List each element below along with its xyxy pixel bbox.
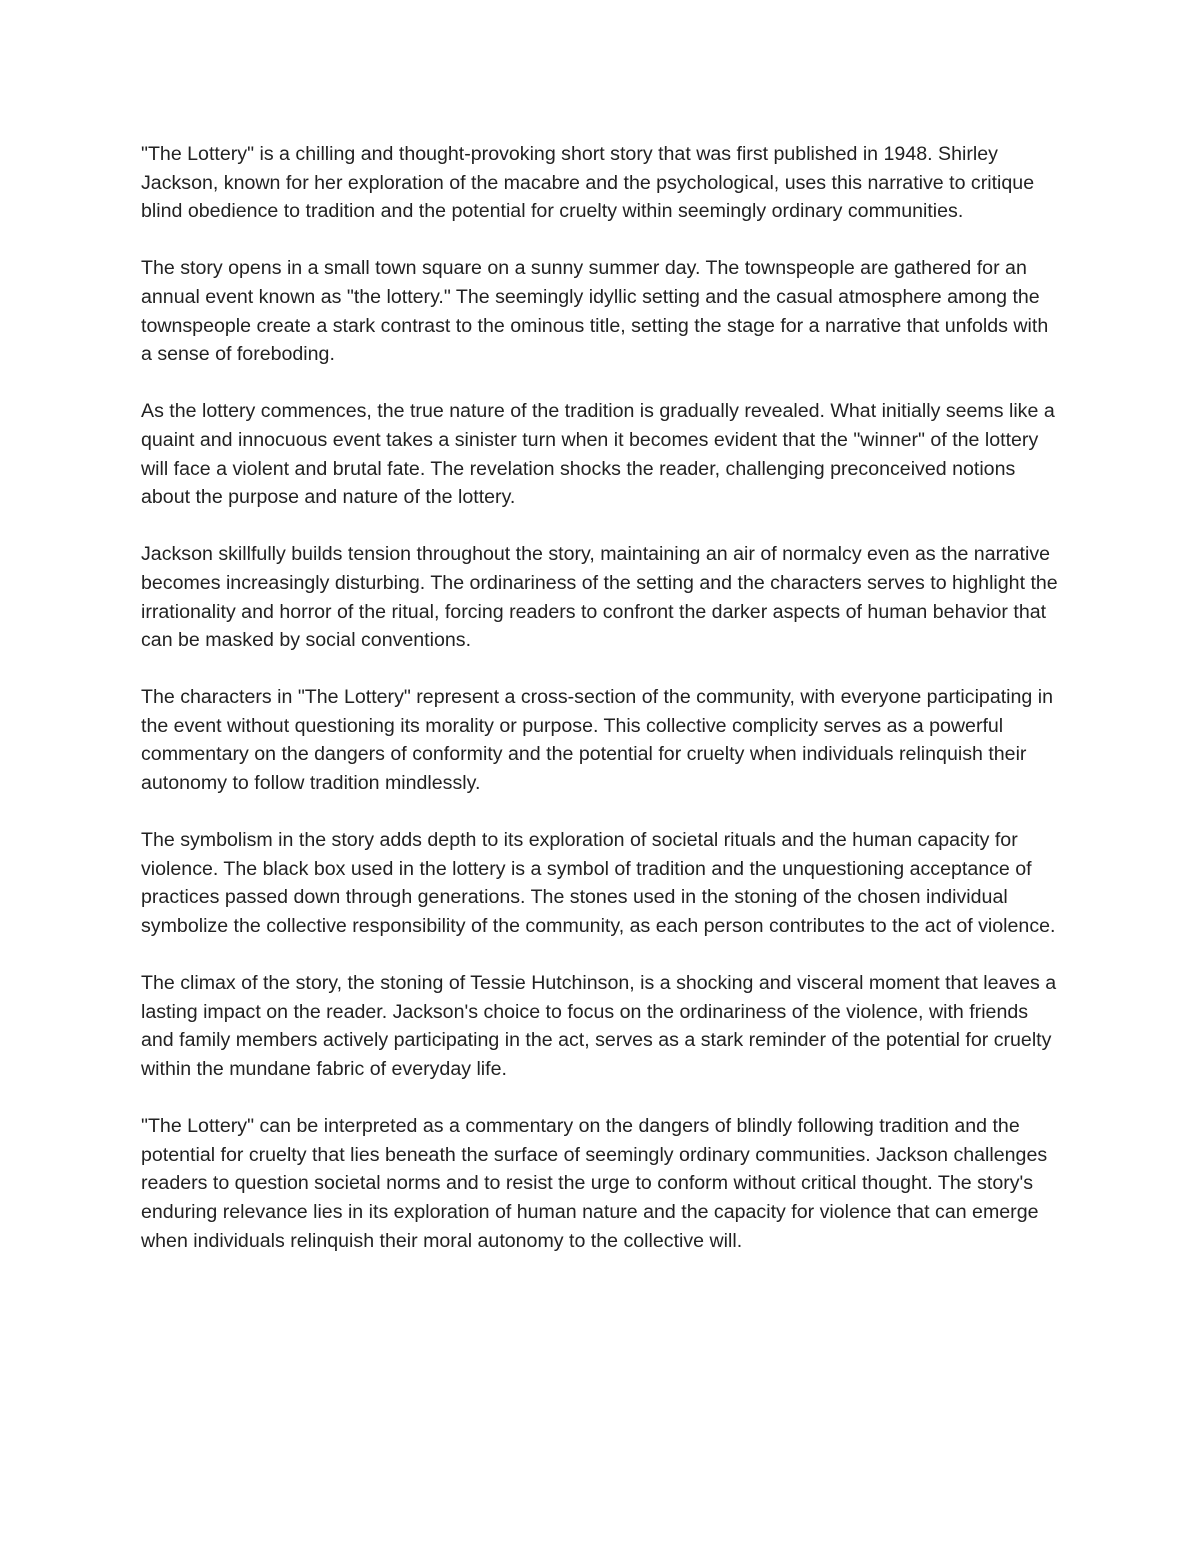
paragraph-3: As the lottery commences, the true nature of the tradition is gradually revealed. What initially seems like a quaint and innocuous event takes a sinister turn when it becomes evident that the "winner" of the lottery will face a violent and brutal fate. The revelation shocks the reader, challenging preconceived notions about the purpose and nature of the lottery. [141, 400, 1055, 509]
paragraph-5: The characters in "The Lottery" represent a cross-section of the community, with everyone participating in the event without questioning its morality or purpose. This collective complicity serves as a powerful commentary on the dangers of conformity and the potential for cruelty when individuals relinquish their autonomy to follow tradition mindlessly. [141, 686, 1054, 795]
paragraph-4: Jackson skillfully builds tension throughout the story, maintaining an air of normalcy even as the narrative becomes increasingly disturbing. The ordinariness of the setting and the characters serves to highlight the irrationality and horror of the ritual, forcing readers to confront the darker aspects of human behavior that can be masked by social conventions. [141, 543, 1058, 652]
paragraph-7: The climax of the story, the stoning of Tessie Hutchinson, is a shocking and visceral moment that leaves a lasting impact on the reader. Jackson's choice to focus on the ordinariness of the violence, with friends and family members actively participating in the act, serves as a stark reminder of the potential for cruelty within the mundane fabric of everyday life. [141, 972, 1057, 1080]
paragraph-1: "The Lottery" is a chilling and thought-provoking short story that was first published in 1948. Shirley Jackson, known for her exploration of the macabre and the psychological, uses this narrative to critique blind obedience to tradition and the potential for cruelty within seemingly ordinary communities. [141, 143, 1035, 223]
paragraph-8: "The Lottery" can be interpreted as a commentary on the dangers of blindly following tradition and the potential for cruelty that lies beneath the surface of seemingly ordinary communities. Jackson challenges readers to question societal norms and to resist the urge to conform without critical thought. The story's enduring relevance lies in its exploration of human nature and the capacity for violence that can emerge when individuals relinquish their moral autonomy to the collective will. [141, 1115, 1048, 1252]
paragraph-6: The symbolism in the story adds depth to its exploration of societal rituals and the human capacity for violence. The black box used in the lottery is a symbol of tradition and the unquestioning acceptance of practices passed down through generations. The stones used in the stoning of the chosen individual symbolize the collective responsibility of the community, as each person contributes to the act of violence. [141, 829, 1056, 938]
paragraph-2: The story opens in a small town square on a sunny summer day. The townspeople are gathered for an annual event known as "the lottery." The seemingly idyllic setting and the casual atmosphere among the townspeople create a stark contrast to the ominous title, setting the stage for a narrative that unfolds with a sense of foreboding. [141, 257, 1049, 366]
document-body [141, 140, 1063, 1284]
